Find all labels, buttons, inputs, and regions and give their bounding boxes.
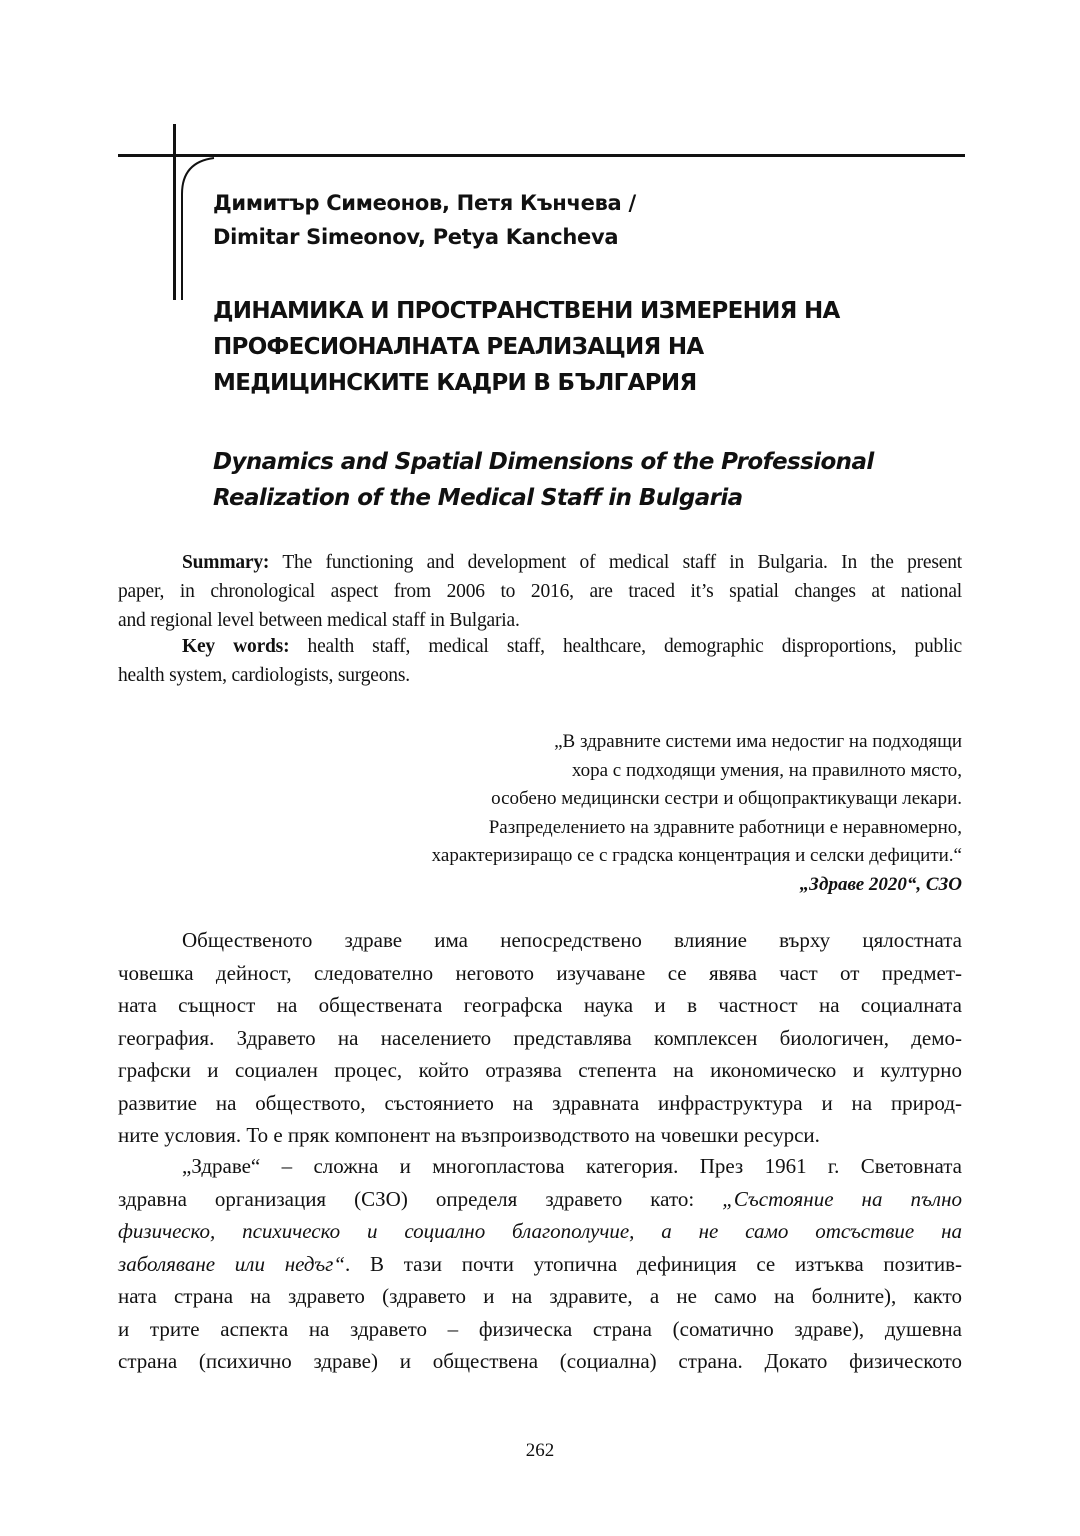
summary-label: Summary:	[182, 552, 270, 573]
summary-text: paper, in chronological aspect from 2006 to 2016, are traced it’s spatial changes at national	[118, 581, 962, 602]
body-line: „Здраве“ – сложна и многопластова категория. През 1961 г. Световната	[182, 1154, 962, 1178]
who-definition-quote: „Състояние на пълно	[722, 1186, 962, 1211]
authors-bulgarian: Димитър Симеонов, Петя Кънчева /	[213, 191, 636, 215]
summary-text: The functioning and development of medical staff in Bulgaria. In the present	[269, 552, 962, 573]
epigraph-line: характеризиращо се с градска концентрация и селски дефицити.“	[431, 845, 962, 866]
body-line: ната същност на обществената географска наука и в частност на социалната	[118, 993, 962, 1017]
epigraph-line: хора с подходящи умения, на правилното място,	[571, 759, 962, 781]
body-text: здравна организация (СЗО) определя здравето като:	[118, 1186, 723, 1211]
body-paragraph-1	[118, 924, 962, 1152]
keywords-text: health staff, medical staff, healthcare, demographic disproportions, public	[289, 636, 962, 657]
keywords	[118, 632, 962, 690]
body-line: Общественото здраве има непосредствено влияние върху цялостната	[182, 928, 962, 952]
title-bulgarian-line: МЕДИЦИНСКИТЕ КАДРИ В БЪЛГАРИЯ	[213, 370, 697, 396]
summary-text: and regional level between medical staff in Bulgaria.	[118, 610, 520, 631]
keywords-text: health system, cardiologists, surgeons.	[118, 665, 410, 686]
body-line: развитие на обществото, състоянието на здравната инфраструктура и на природ-	[118, 1090, 962, 1115]
epigraph	[262, 728, 962, 899]
body-line: страна (психично здраве) и обществена (социална) страна. Докато физическото	[118, 1349, 962, 1373]
title-english-line: Dynamics and Spatial Dimensions of the Professional	[213, 449, 874, 475]
epigraph-line: „В здравните системи има недостиг на подходящи	[554, 731, 962, 752]
epigraph-source: „Здраве 2020“, СЗО	[799, 873, 962, 895]
summary	[118, 548, 962, 635]
title-bulgarian	[213, 293, 840, 401]
authors	[213, 186, 636, 254]
body-paragraph-2	[118, 1150, 962, 1378]
title-english-line: Realization of the Medical Staff in Bulgaria	[213, 485, 743, 511]
body-line: ната страна на здравето (здравето и на здравите, а не само на болните), както	[118, 1284, 962, 1308]
epigraph-line: особено медицински сестри и общопрактикуващи лекари.	[491, 788, 962, 809]
body-line: графски и социален процес, който отразява степента на икономическо и културно	[118, 1058, 962, 1082]
title-bulgarian-line: ПРОФЕСИОНАЛНАТА РЕАЛИЗАЦИЯ НА	[213, 334, 704, 360]
body-line: човешка дейност, следователно неговото изучаване се явява част от предмет-	[118, 960, 962, 985]
who-definition-quote: заболяване или недъг“	[118, 1251, 346, 1276]
title-bulgarian-line: ДИНАМИКА И ПРОСТРАНСТВЕНИ ИЗМЕРЕНИЯ НА	[213, 298, 840, 324]
epigraph-line: Разпределението на здравните работници е неравномерно,	[488, 816, 962, 838]
body-line: география. Здравето на населението представлява комплексен биологичен, демо-	[118, 1025, 962, 1050]
authors-english: Dimitar Simeonov, Petya Kancheva	[213, 225, 619, 249]
body-line: и трите аспекта на здравето – физическа страна (соматично здраве), душевна	[118, 1316, 962, 1341]
who-definition-quote: физическо, психическо и социално благополучие, а не само отсъствие на	[118, 1219, 962, 1243]
header-horizontal-rule	[118, 154, 965, 157]
keywords-label: Key words:	[182, 636, 290, 657]
body-line: ните условия. То е пряк компонент на възпроизводството на човешки ресурси.	[118, 1123, 820, 1147]
page-number: 262	[525, 1440, 555, 1461]
body-text: . В тази почти утопична дефиниция се изтъква позитив-	[345, 1251, 962, 1276]
title-english	[213, 444, 874, 516]
